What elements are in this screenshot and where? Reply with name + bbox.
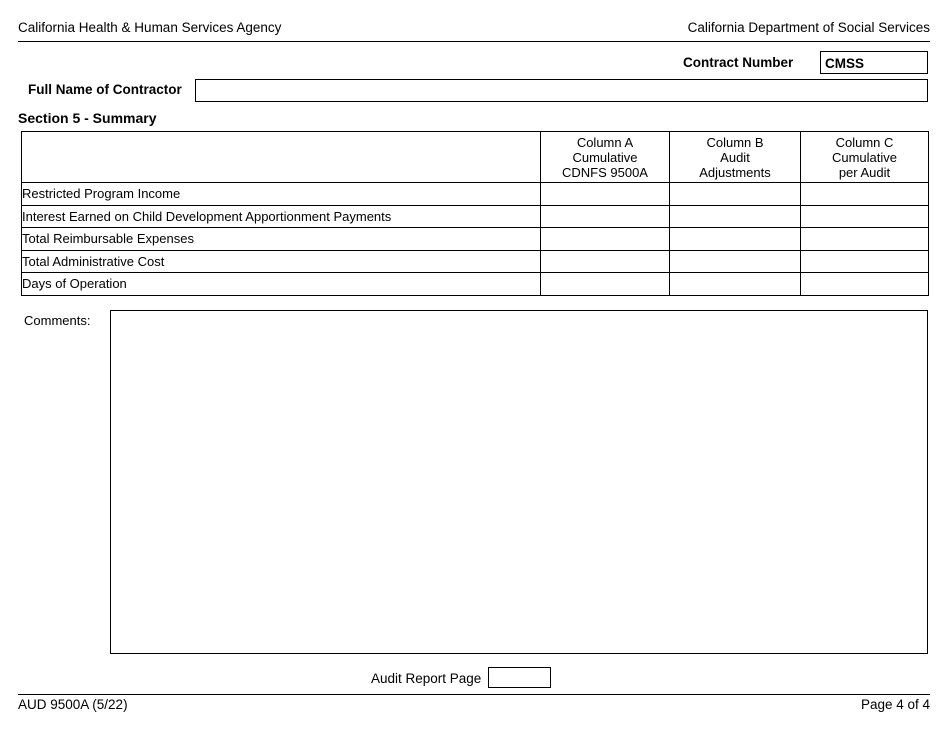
cell-days-of-operation-a[interactable] [541,273,670,296]
row-label-restricted-program-income: Restricted Program Income [22,183,541,206]
cell-interest-earned-b[interactable] [670,205,801,228]
row-label-days-of-operation: Days of Operation [22,273,541,296]
cell-total-reimbursable-expenses-c[interactable] [801,228,929,251]
column-b-line3: Adjustments [699,164,771,180]
row-label-total-administrative-cost: Total Administrative Cost [22,250,541,273]
cell-interest-earned-c[interactable] [801,205,929,228]
audit-report-page-label: Audit Report Page [371,671,482,686]
page-number: Page 4 of 4 [860,697,930,712]
column-header-a [541,132,670,183]
column-b-line2: Audit [720,149,750,165]
column-b-line1: Column B [706,134,764,150]
agency-name-left: California Health & Human Services Agency [18,20,282,35]
column-header-b [670,132,801,183]
cell-total-administrative-cost-c[interactable] [801,250,929,273]
contractor-name-field[interactable] [195,79,928,102]
contract-number-label: Contract Number [683,55,794,70]
table-header-row [22,132,929,183]
column-a-line3: CDNFS 9500A [562,164,648,180]
row-label-interest-earned: Interest Earned on Child Development Apportionment Payments [22,205,541,228]
column-a-line1: Column A [576,134,634,150]
row-label-total-reimbursable-expenses: Total Reimbursable Expenses [22,228,541,251]
comments-label: Comments: [24,313,91,328]
document-footer [18,697,930,712]
header-divider [18,41,930,42]
cell-days-of-operation-b[interactable] [670,273,801,296]
summary-table [21,131,929,296]
column-header-blank [22,132,541,183]
cell-total-reimbursable-expenses-b[interactable] [670,228,801,251]
cell-restricted-program-income-b[interactable] [670,183,801,206]
footer-divider [18,694,930,695]
form-id: AUD 9500A (5/22) [18,697,128,712]
cell-days-of-operation-c[interactable] [801,273,929,296]
cell-total-administrative-cost-a[interactable] [541,250,670,273]
table-row [22,183,929,206]
cell-total-reimbursable-expenses-a[interactable] [541,228,670,251]
table-row [22,273,929,296]
column-a-line2: Cumulative [572,149,638,165]
document-header [18,20,930,35]
table-row [22,205,929,228]
cell-total-administrative-cost-b[interactable] [670,250,801,273]
agency-name-right: California Department of Social Services [687,20,930,35]
comments-field[interactable] [110,310,928,654]
column-header-c [801,132,929,183]
column-c-line3: per Audit [838,164,891,180]
column-c-line2: Cumulative [831,149,898,165]
column-c-line1: Column C [835,134,894,150]
cell-restricted-program-income-c[interactable] [801,183,929,206]
contract-number-field[interactable]: CMSS [820,51,928,74]
page-title: Section 5 - Summary [18,110,157,126]
contractor-name-label: Full Name of Contractor [28,82,182,97]
table-row [22,250,929,273]
cell-restricted-program-income-a[interactable] [541,183,670,206]
cell-interest-earned-a[interactable] [541,205,670,228]
table-row [22,228,929,251]
audit-report-page-field[interactable] [488,667,551,688]
